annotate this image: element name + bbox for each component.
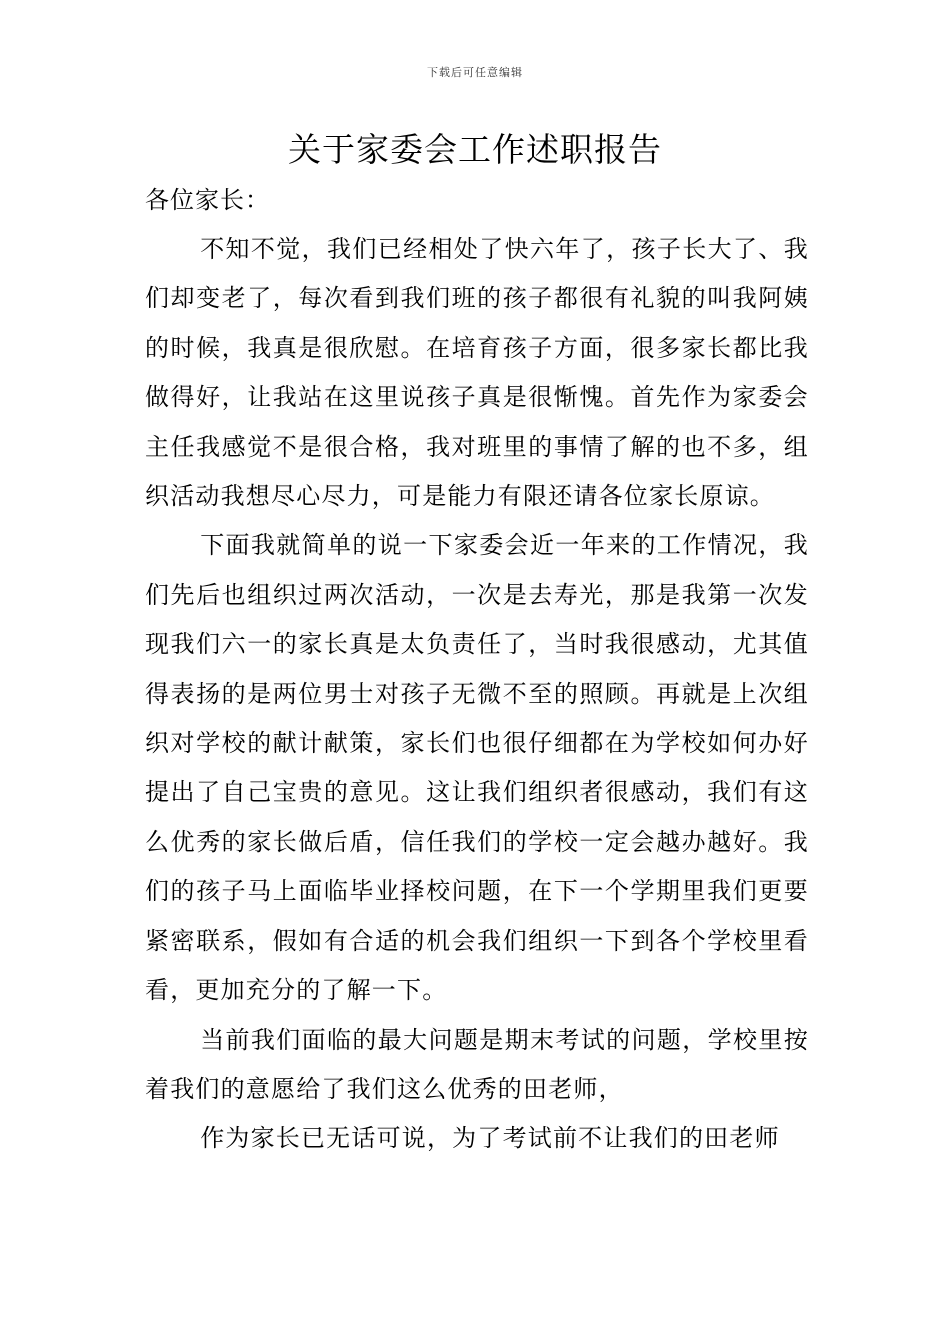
paragraph-2: 下面我就简单的说一下家委会近一年来的工作情况，我们先后也组织过两次活动，一次是去寿光，那是我第一次发现我们六一的家长真是太负责任了，当时我很感动，尤其值得表扬的是两位男士对孩子无微不至的照顾。再就是上次组织对学校的献计献策，家长们也很仔细都在为学校如何办好提出了自己宝贵的意见。这让我们组织者很感动，我们有这么优秀的家长做后盾，信任我们的学校一定会越办越好。我们的孩子马上面临毕业择校问题，在下一个学期里我们更要紧密联系，假如有合适的机会我们组织一下到各个学校里看看，更加充分的了解一下。 bbox=[145, 531, 809, 1005]
document-title: 关于家委会工作述职报告 bbox=[288, 130, 662, 169]
header-note: 下载后可任意编辑 bbox=[427, 66, 523, 79]
document-body bbox=[145, 176, 809, 1164]
paragraph-3: 当前我们面临的最大问题是期末考试的问题，学校里按着我们的意愿给了我们这么优秀的田老师， bbox=[145, 1025, 809, 1103]
paragraph-1: 不知不觉，我们已经相处了快六年了，孩子长大了、我们却变老了，每次看到我们班的孩子都很有礼貌的叫我阿姨的时候，我真是很欣慰。在培育孩子方面，很多家长都比我做得好，让我站在这里说孩子真是很惭愧。首先作为家委会主任我感觉不是很合格，我对班里的事情了解的也不多，组织活动我想尽心尽力，可是能力有限还请各位家长原谅。 bbox=[145, 235, 809, 511]
salutation: 各位家长： bbox=[145, 186, 270, 214]
paragraph-4: 作为家长已无话可说，为了考试前不让我们的田老师 bbox=[200, 1124, 780, 1153]
